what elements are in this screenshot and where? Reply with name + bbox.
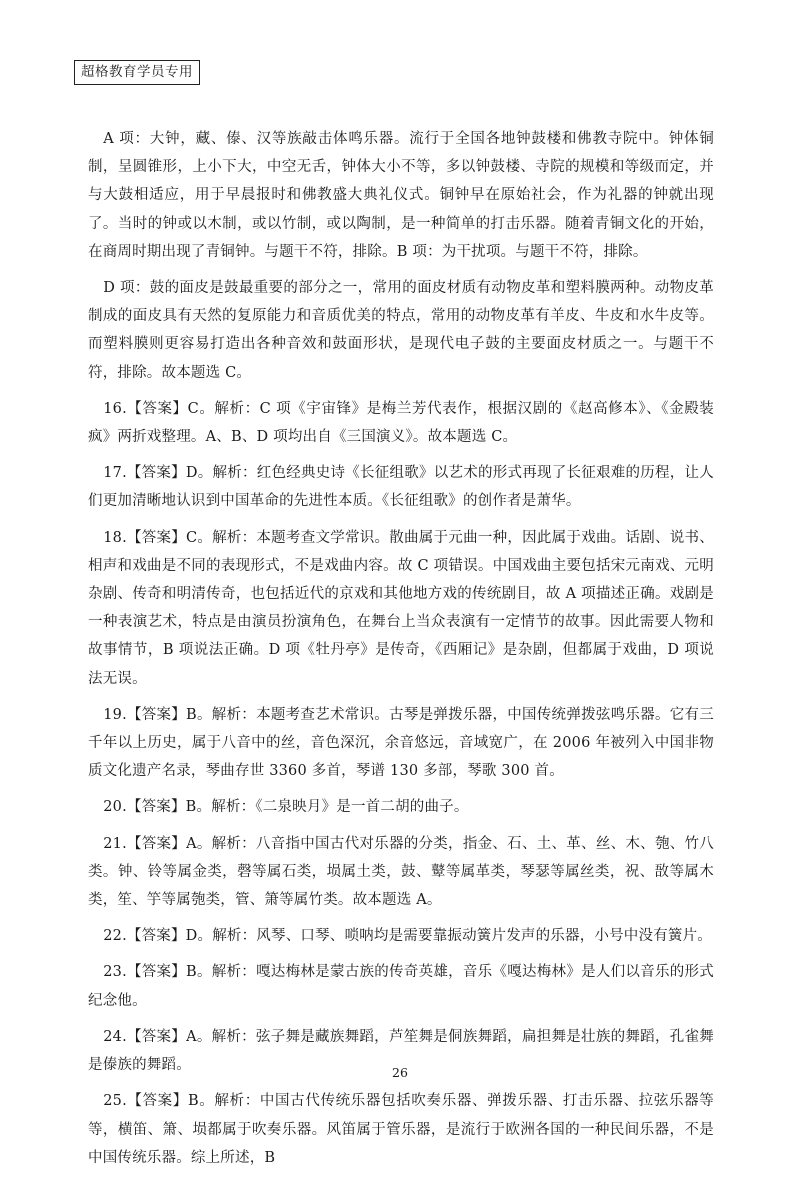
answer-22: 22.【答案】D。解析：风琴、口琴、唢呐均是需要靠振动簧片发声的乐器，小号中没有簧片。 — [103, 928, 713, 945]
paragraph-option-a: A 项：大钟，藏、傣、汉等族敲击体鸣乐器。流行于全国各地钟鼓楼和佛教寺院中。钟体铜制，呈圆锥形，上小下大，中空无舌，钟体大小不等，多以钟鼓楼、寺院的规模和等级而定，并与大鼓相适应，用于早晨报时和佛教盛大典礼仪式。铜钟早在原始社会，作为礼器的钟就出现了。当时的钟或以木制，或以竹制，或以陶制，是一种简单的打击乐器。随着青铜文化的开始，在商周时期出现了青铜钟。与题干不符，排除。B 项：为干扰项。与题干不符，排除。 — [88, 131, 714, 260]
paragraph-option-d: D 项：鼓的面皮是鼓最重要的部分之一，常用的面皮材质有动物皮革和塑料膜两种。动物皮革制成的面皮具有天然的复原能力和音质优美的特点，常用的动物皮革有羊皮、牛皮和水牛皮等。而塑料膜则更容易打造出各种音效和鼓面形状，是现代电子鼓的主要面皮材质之一。与题干不符，排除。故本题选 C。 — [88, 280, 714, 381]
answer-content — [88, 125, 714, 1180]
answer-23: 23.【答案】B。解析：嘎达梅林是蒙古族的传奇英雄，音乐《嘎达梅林》是人们以音乐的形式纪念他。 — [88, 964, 714, 1009]
header-label: 超格教育学员专用 — [74, 60, 200, 85]
answer-16: 16.【答案】C。解析：C 项《宇宙锋》是梅兰芳代表作，根据汉剧的《赵高修本》、《金殿装疯》两折戏整理。A、B、D 项均出自《三国演义》。故本题选 C。 — [88, 400, 714, 446]
answer-17: 17.【答案】D。解析：红色经典史诗《长征组歌》以艺术的形式再现了长征艰难的历程，让人们更加清晰地认识到中国革命的先进性本质。《长征组歌》的创作者是萧华。 — [88, 465, 714, 510]
answer-21: 21.【答案】A。解析：八音指中国古代对乐器的分类，指金、石、土、革、丝、木、匏、竹八类。钟、铃等属金类，磬等属石类，埙属土类，鼓、鼙等属革类，琴瑟等属丝类，祝、敔等属木类，笙、竽等属匏类，管、箫等属竹类。故本题选 A。 — [88, 835, 714, 909]
answer-18: 18.【答案】C。解析：本题考查文学常识。散曲属于元曲一种，因此属于戏曲。话剧、说书、相声和戏曲是不同的表现形式，不是戏曲内容。故 C 项错误。中国戏曲主要包括宋元南戏、元明杂剧、传奇和明清传奇，也包括近代的京戏和其他地方戏的传统剧目，故 A 项描述正确。戏剧是一种表演艺术，特点是由演员扮演角色，在舞台上当众表演有一定情节的故事。因此需要人物和故事情节，B 项说法正确。D 项《牡丹亭》是传奇，《西厢记》是杂剧，但都属于戏曲，D 项说法无误。 — [88, 529, 714, 687]
answer-20: 20.【答案】B。解析：《二泉映月》是一首二胡的曲子。 — [103, 799, 469, 816]
page-number: 26 — [392, 1065, 408, 1080]
answer-19: 19.【答案】B。解析：本题考查艺术常识。古琴是弹拨乐器，中国传统弹拨弦鸣乐器。它有三千年以上历史，属于八音中的丝，音色深沉，余音悠远，音域宽广，在 2006 年被列入中国非物质文化遗产名录，琴曲存世 3360 多首，琴谱 130 多部，琴歌 300 首。 — [88, 706, 714, 780]
answer-25: 25.【答案】B。解析：中国古代传统乐器包括吹奏乐器、弹拨乐器、打击乐器、拉弦乐器等等，横笛、箫、埙都属于吹奏乐器。风笛属于管乐器，是流行于欧洲各国的一种民间乐器，不是中国传统乐器。综上所述，B — [88, 1093, 714, 1166]
answer-24: 24.【答案】A。解析：弦子舞是藏族舞蹈，芦笙舞是侗族舞蹈，扁担舞是壮族的舞蹈，孔雀舞是傣族的舞蹈。 — [88, 1028, 714, 1074]
